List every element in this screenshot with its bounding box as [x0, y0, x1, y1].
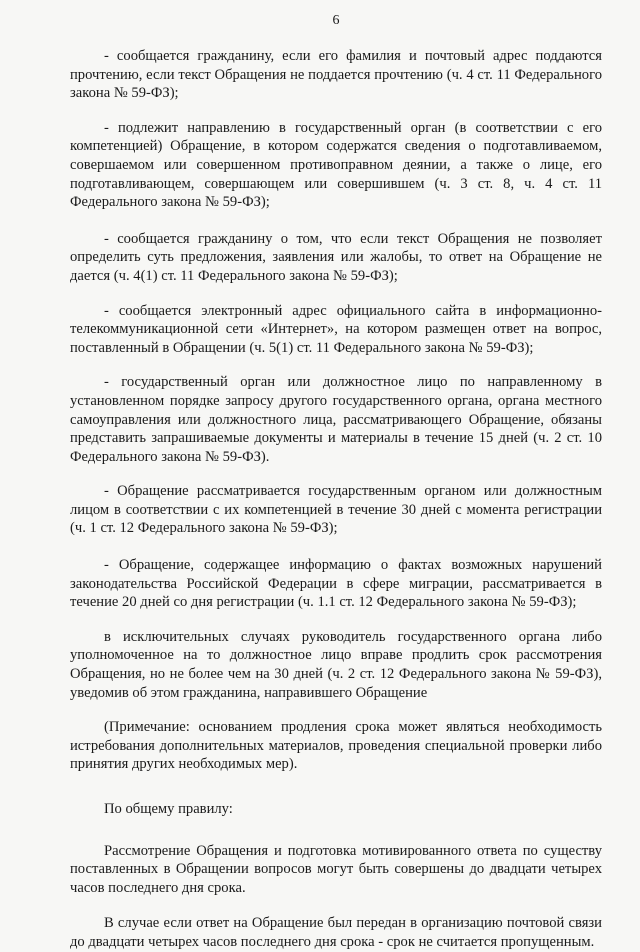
paragraph-review-deadline: Рассмотрение Обращения и подготовка мотивированного ответа по существу поставленных в Обращении вопросов могут быть совершены до двадцати четырех часов последнего дня срока. — [70, 842, 602, 896]
paragraph-general-rule: По общему правилу: — [104, 801, 233, 817]
paragraph-migration-20-days: - Обращение, содержащее информацию о фактах возможных нарушений законодательства Российской Федерации в сфере миграции, рассматривается в течение 20 дней со дня регистрации (ч. 1.1 ст. 12 Федерального закона № 59-ФЗ); — [70, 557, 602, 611]
paragraph-forward-to-authority: - подлежит направлению в государственный орган (в соответствии с его компетенцией) Обращение, в котором содержатся сведения о подготавливаемом, совершаемом или совершенном противоправном деянии, а также о лице, его подготавливающем, совершающем или совершившем (ч. 3 ст. 8, ч. 4 ст. 11 Федерального закона № 59-ФЗ); — [70, 119, 602, 211]
paragraph-documents-request: - государственный орган или должностное лицо по направленному в установленном порядке запросу другого государственного органа, органа местного самоуправления или должностного лица, рассматривающего Обращение, обязаны представить запрашиваемые документы и материалы в течение 15 дней (ч. 2 ст. 10 Федерального закона № 59-ФЗ). — [70, 374, 602, 465]
paragraph-notify-if-readable: - сообщается гражданину, если его фамилия и почтовый адрес поддаются прочтению, если текст Обращения не поддается прочтению (ч. 4 ст. 11 Федерального закона № 59-ФЗ); — [70, 48, 602, 102]
page-number: 6 — [332, 13, 340, 28]
paragraph-website-address: - сообщается электронный адрес официального сайта в информационно-телекоммуникационной сети «Интернет», на котором размещен ответ на вопрос, поставленный в Обращении (ч. 5(1) ст. 11 Федерального закона № 59-ФЗ); — [70, 302, 602, 356]
paragraph-unclear-text: - сообщается гражданину о том, что если текст Обращения не позволяет определить суть предложения, заявления или жалобы, то ответ на Обращение не дается (ч. 4(1) ст. 11 Федерального закона № 59-ФЗ); — [70, 230, 602, 284]
paragraph-extension: в исключительных случаях руководитель государственного органа либо уполномоченное на то должностное лицо вправе продлить срок рассмотрения Обращения, но не более чем на 30 дней (ч. 2 ст. 12 Федерального закона № 59-ФЗ), уведомив об этом гражданина, направившего Обращение — [70, 628, 602, 701]
paragraph-30-day-term: - Обращение рассматривается государственным органом или должностным лицом в соответствии с их компетенцией в течение 30 дней с момента регистрации (ч. 1 ст. 12 Федерального закона № 59-ФЗ); — [70, 483, 602, 537]
paragraph-note: (Примечание: основанием продления срока может являться необходимость истребования дополнительных материалов, проведения специальной проверки либо принятия других необходимых мер). — [70, 719, 602, 773]
paragraph-postal-delivery: В случае если ответ на Обращение был передан в организацию почтовой связи до двадцати четырех часов последнего дня срока - срок не считается пропущенным. — [70, 915, 602, 950]
